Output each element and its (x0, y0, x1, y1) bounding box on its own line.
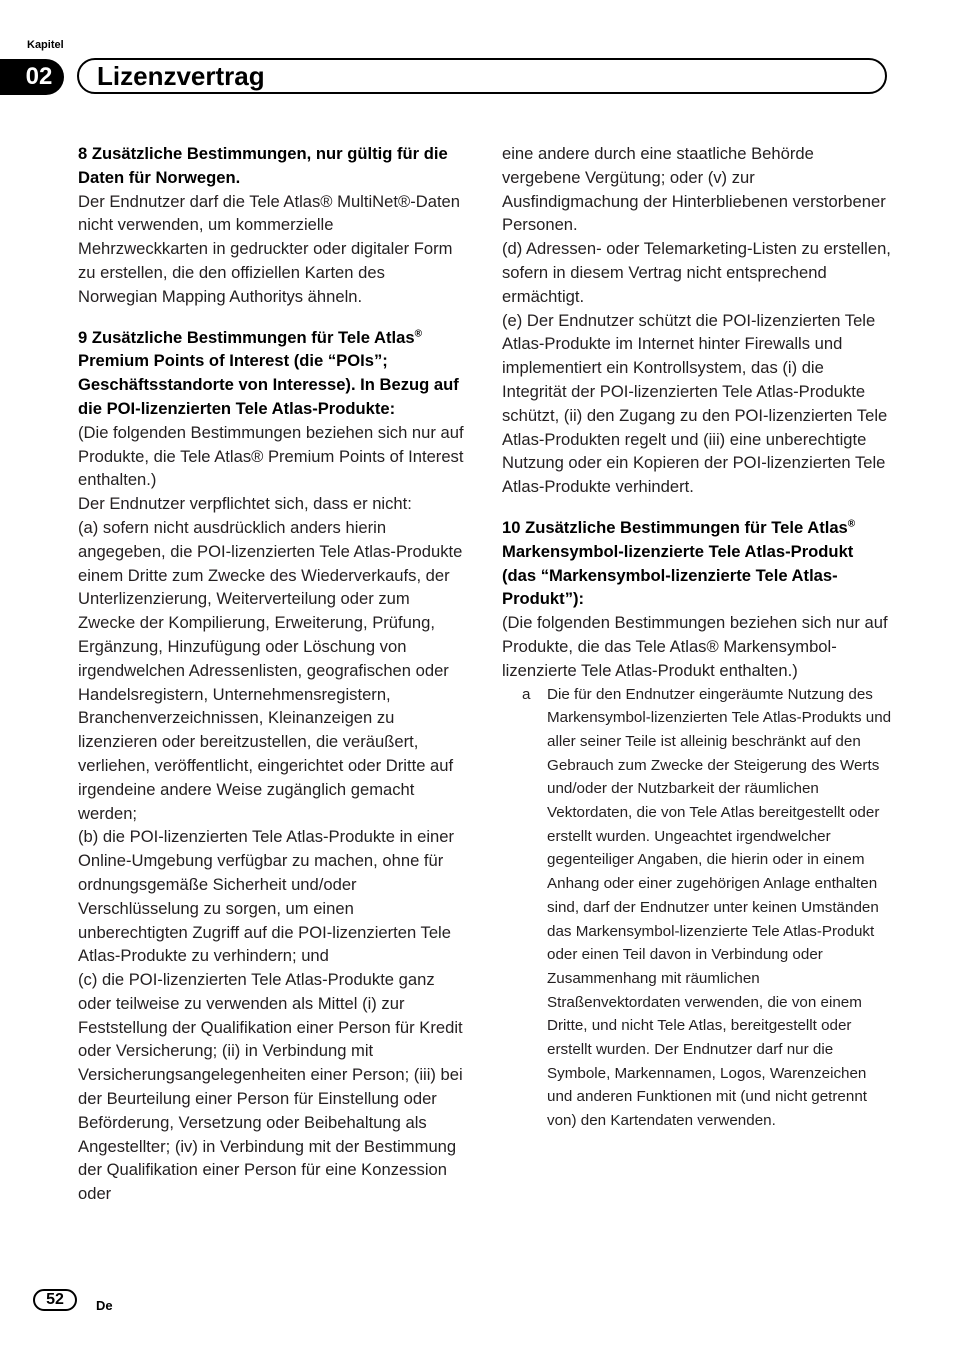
section-9-lead: Der Endnutzer verpflichtet sich, dass er nicht: (78, 494, 412, 514)
section-9-heading (78, 326, 468, 421)
list-marker: a (522, 685, 531, 703)
section-9-item-a: (a) sofern nicht ausdrücklich anders hierin angegeben, die POI-lizenzierten Tele Atlas-Produkte einem Dritte zum Zwecke des Wiederverkaufs, der Unterlizenzierung, Weiterverteilung oder zum Zwecke der Kompilierung, Erweiterung, Prüfung, Ergänzung, Hinzufügung oder Löschung von irgendwelchen Adressenlisten, geografischen oder Handelsregistern, Unternehmensregistern, Branchenverzeichnissen, Kleinanzeigen zu lizenzieren oder bereitzustellen, die veräußert, verliehen, veröffentlicht, eingerichtet oder Dritte auf irgendeine andere Weise zugänglich gemacht werden; (78, 517, 463, 823)
registered-mark: ® (847, 518, 856, 530)
page-title: Lizenzvertrag (97, 61, 265, 91)
heading-text: 9 Zusätzliche Bestimmungen für Tele Atlas (78, 327, 415, 347)
section-9-item-c-continued: eine andere durch eine staatliche Behörde vergebene Vergütung; oder (v) zur Ausfindigmachung der Hinterbliebenen verstorbener Personen. (502, 144, 886, 235)
list-item-text: Die für den Endnutzer eingeräumte Nutzung des Markensymbol-lizenzierten Tele Atlas-Produkts und aller seiner Teile ist alleinig beschränkt auf den Gebrauch zum Zwecke der Steigerung des Werts und/oder der Nutzbarkeit der räumlichen Vektordaten, die von Tele Atlas bereitgestellt oder erstellt wurden. Ungeachtet irgendwelcher gegenteiliger Angaben, die hierin oder in einem Anhang oder einer zugehörigen Anlage enthalten sind, darf der Endnutzer unter keinen Umständen das Markensymbol-lizenzierte Tele Atlas-Produkt oder einen Teil davon in Verbindung oder Zusammenhang mit räumlichen Straßenvektordaten verwenden, die von einem Dritte, und nicht Tele Atlas, bereitgestellt oder erstellt wurden. Der Endnutzer darf nur die Symbole, Markennamen, Logos, Warenzeichen und anderen Funktionen mit (und nicht getrennt von) den Kartendaten verwenden. (547, 685, 892, 1130)
heading-text: Premium Points of Interest (die “POIs”; Geschäftsstandorte von Interesse). In Bezug auf die POI-lizenzierten Tele Atlas-Produkte: (78, 351, 459, 418)
section-8-heading: 8 Zusätzliche Bestimmungen, nur gültig für die Daten für Norwegen. (78, 144, 448, 187)
registered-mark: ® (414, 328, 422, 340)
section-10-heading (502, 516, 892, 611)
heading-text: 10 Zusätzliche Bestimmungen für Tele Atlas (502, 517, 848, 537)
chapter-label: Kapitel (27, 39, 64, 51)
heading-text: Markensymbol-lizenzierte Tele Atlas-Produkt (das “Markensymbol-lizenzierte Tele Atlas-Produkt”): (502, 541, 854, 609)
section-8-body: Der Endnutzer darf die Tele Atlas® MultiNet®-Daten nicht verwenden, um kommerzielle Mehrzweckkarten in gedruckter oder digitaler Form zu erstellen, die den offiziellen Karten des Norwegian Mapping Authoritys ähneln. (78, 191, 461, 306)
section-9-item-c: (c) die POI-lizenzierten Tele Atlas-Produkte ganz oder teilweise zu verwenden als Mittel (i) zur Feststellung der Qualifikation einer Person für Kredit oder Versicherung; (ii) in Verbindung mit Versicherungsangelegenheiten einer Person; (iii) bei der Beurteilung einer Person für Einstellung oder Beförderung, Versetzung oder Beibehaltung als Angestellter; (iv) in Verbindung mit der Bestimmung der Qualifikation einer Person für eine Konzession oder (78, 970, 463, 1204)
page-number: 52 (33, 1289, 77, 1311)
section-9-intro: (Die folgenden Bestimmungen beziehen sich nur auf Produkte, die Tele Atlas® Premium Points of Interest enthalten.) (78, 422, 464, 490)
section-9-item-d: (d) Adressen- oder Telemarketing-Listen zu erstellen, sofern in diesem Vertrag nicht entsprechend ermächtigt. (502, 239, 891, 306)
language-code: De (96, 1298, 113, 1313)
chapter-number-badge: 02 (0, 59, 64, 95)
left-column (78, 142, 468, 1206)
section-9-item-b: (b) die POI-lizenzierten Tele Atlas-Produkte in einer Online-Umgebung verfügbar zu machen, ohne für ordnungsgemäße Sicherheit und/oder Verschlüsselung zu sorgen, um einen unberechtigten Zugriff auf die POI-lizenzierten Tele Atlas-Produkte zu verhindern; und (78, 827, 454, 966)
section-10-intro: (Die folgenden Bestimmungen beziehen sich nur auf Produkte, die das Tele Atlas® Markensymbol-lizenzierte Tele Atlas-Produkt enthalten.) (502, 613, 888, 680)
section-9-item-e: (e) Der Endnutzer schützt die POI-lizenzierten Tele Atlas-Produkte im Internet hinter Firewalls und implementiert ein Kontrollsystem, das (i) die Integrität der POI-lizenzierten Tele Atlas-Produkte schützt, (ii) den Zugang zu den POI-lizenzierten Tele Atlas-Produkten regelt und (iii) eine unberechtigte Nutzung oder ein Kopieren der POI-lizenzierten Tele Atlas-Produkte verhindert. (502, 310, 888, 497)
section-10-item-a (502, 683, 892, 1133)
right-column (502, 142, 892, 1133)
